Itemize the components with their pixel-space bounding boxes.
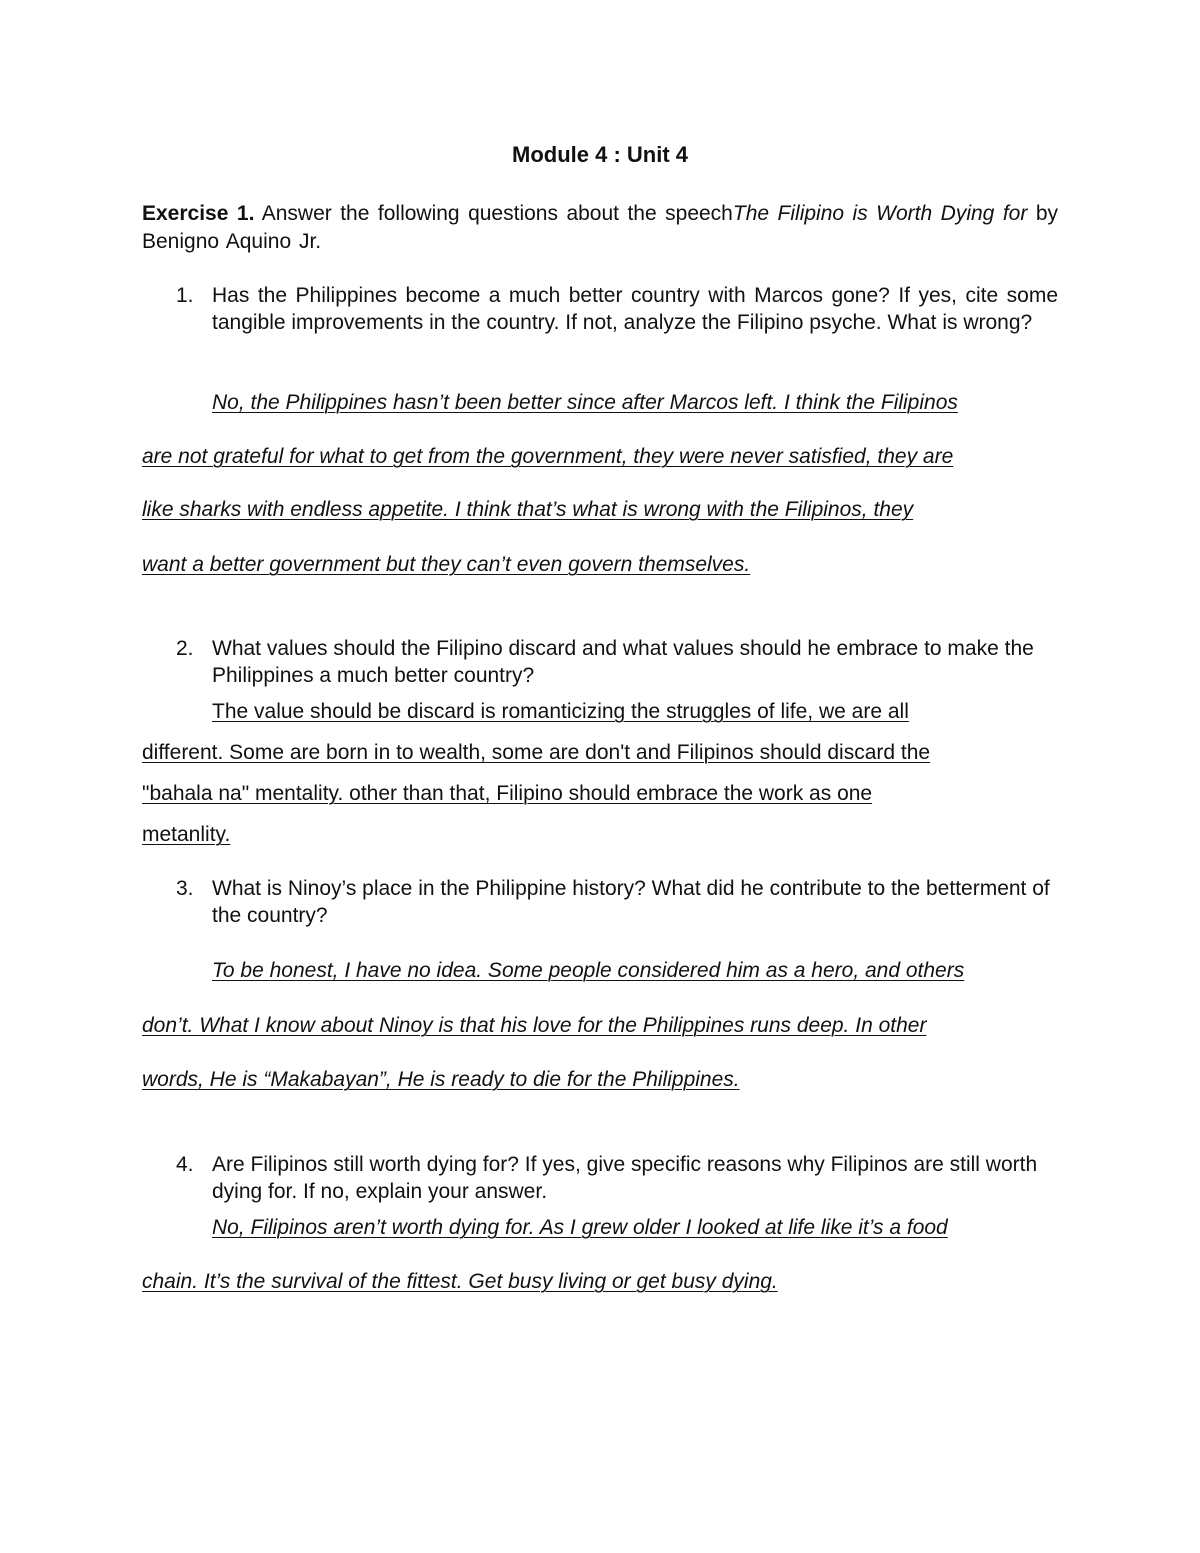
question-number: 3. bbox=[176, 877, 194, 900]
question-3 bbox=[142, 875, 1058, 929]
exercise-outro: by Benigno Aquino Jr. bbox=[142, 202, 1058, 253]
answer-line: No, the Philippines hasn’t been better since after Marcos left. I think the Filipinos bbox=[212, 391, 958, 414]
answer-line: different. Some are born in to wealth, some are don't and Filipinos should discard the bbox=[142, 741, 931, 764]
question-4 bbox=[142, 1151, 1058, 1205]
answer-line: The value should be discard is romanticizing the struggles of life, we are all bbox=[212, 700, 909, 723]
exercise-instructions bbox=[142, 200, 1058, 256]
question-number: 1. bbox=[176, 284, 194, 307]
answer-line: like sharks with endless appetite. I think that’s what is wrong with the Filipinos, they bbox=[142, 498, 914, 521]
speech-title: The Filipino is Worth Dying for bbox=[732, 202, 1028, 225]
answer-line: No, Filipinos aren’t worth dying for. As I grew older I looked at life like it’s a food bbox=[212, 1216, 948, 1239]
answer-line: metanlity. bbox=[142, 823, 231, 846]
answer-line: chain. It’s the survival of the fittest. Get busy living or get busy dying. bbox=[142, 1270, 778, 1293]
answer-line: want a better government but they can’t even govern themselves. bbox=[142, 553, 751, 576]
page-title: Module 4 : Unit 4 bbox=[512, 142, 688, 167]
question-number: 2. bbox=[176, 637, 194, 660]
question-text: What values should the Filipino discard and what values should he embrace to make the Philippines a much better country? bbox=[212, 637, 1034, 687]
question-2 bbox=[142, 635, 1058, 689]
exercise-intro: Answer the following questions about the speech bbox=[254, 202, 733, 225]
answer-line: are not grateful for what to get from the government, they were never satisfied, they are bbox=[142, 445, 954, 468]
exercise-label: Exercise 1. bbox=[142, 202, 255, 225]
answer-line: To be honest, I have no idea. Some people considered him as a hero, and others bbox=[212, 959, 965, 982]
question-1 bbox=[142, 282, 1058, 336]
question-number: 4. bbox=[176, 1153, 194, 1176]
answer-line: "bahala na" mentality. other than that, Filipino should embrace the work as one bbox=[142, 782, 873, 805]
answer-line: don’t. What I know about Ninoy is that his love for the Philippines runs deep. In other bbox=[142, 1014, 927, 1037]
question-text: What is Ninoy’s place in the Philippine history? What did he contribute to the betterment of the country? bbox=[212, 877, 1050, 927]
question-text: Are Filipinos still worth dying for? If yes, give specific reasons why Filipinos are still worth dying for. If no, explain your answer. bbox=[212, 1153, 1038, 1203]
answer-line: words, He is “Makabayan”, He is ready to die for the Philippines. bbox=[142, 1068, 740, 1091]
question-text: Has the Philippines become a much better country with Marcos gone? If yes, cite some tangible improvements in the country. If not, analyze the Filipino psyche. What is wrong? bbox=[212, 284, 1058, 334]
